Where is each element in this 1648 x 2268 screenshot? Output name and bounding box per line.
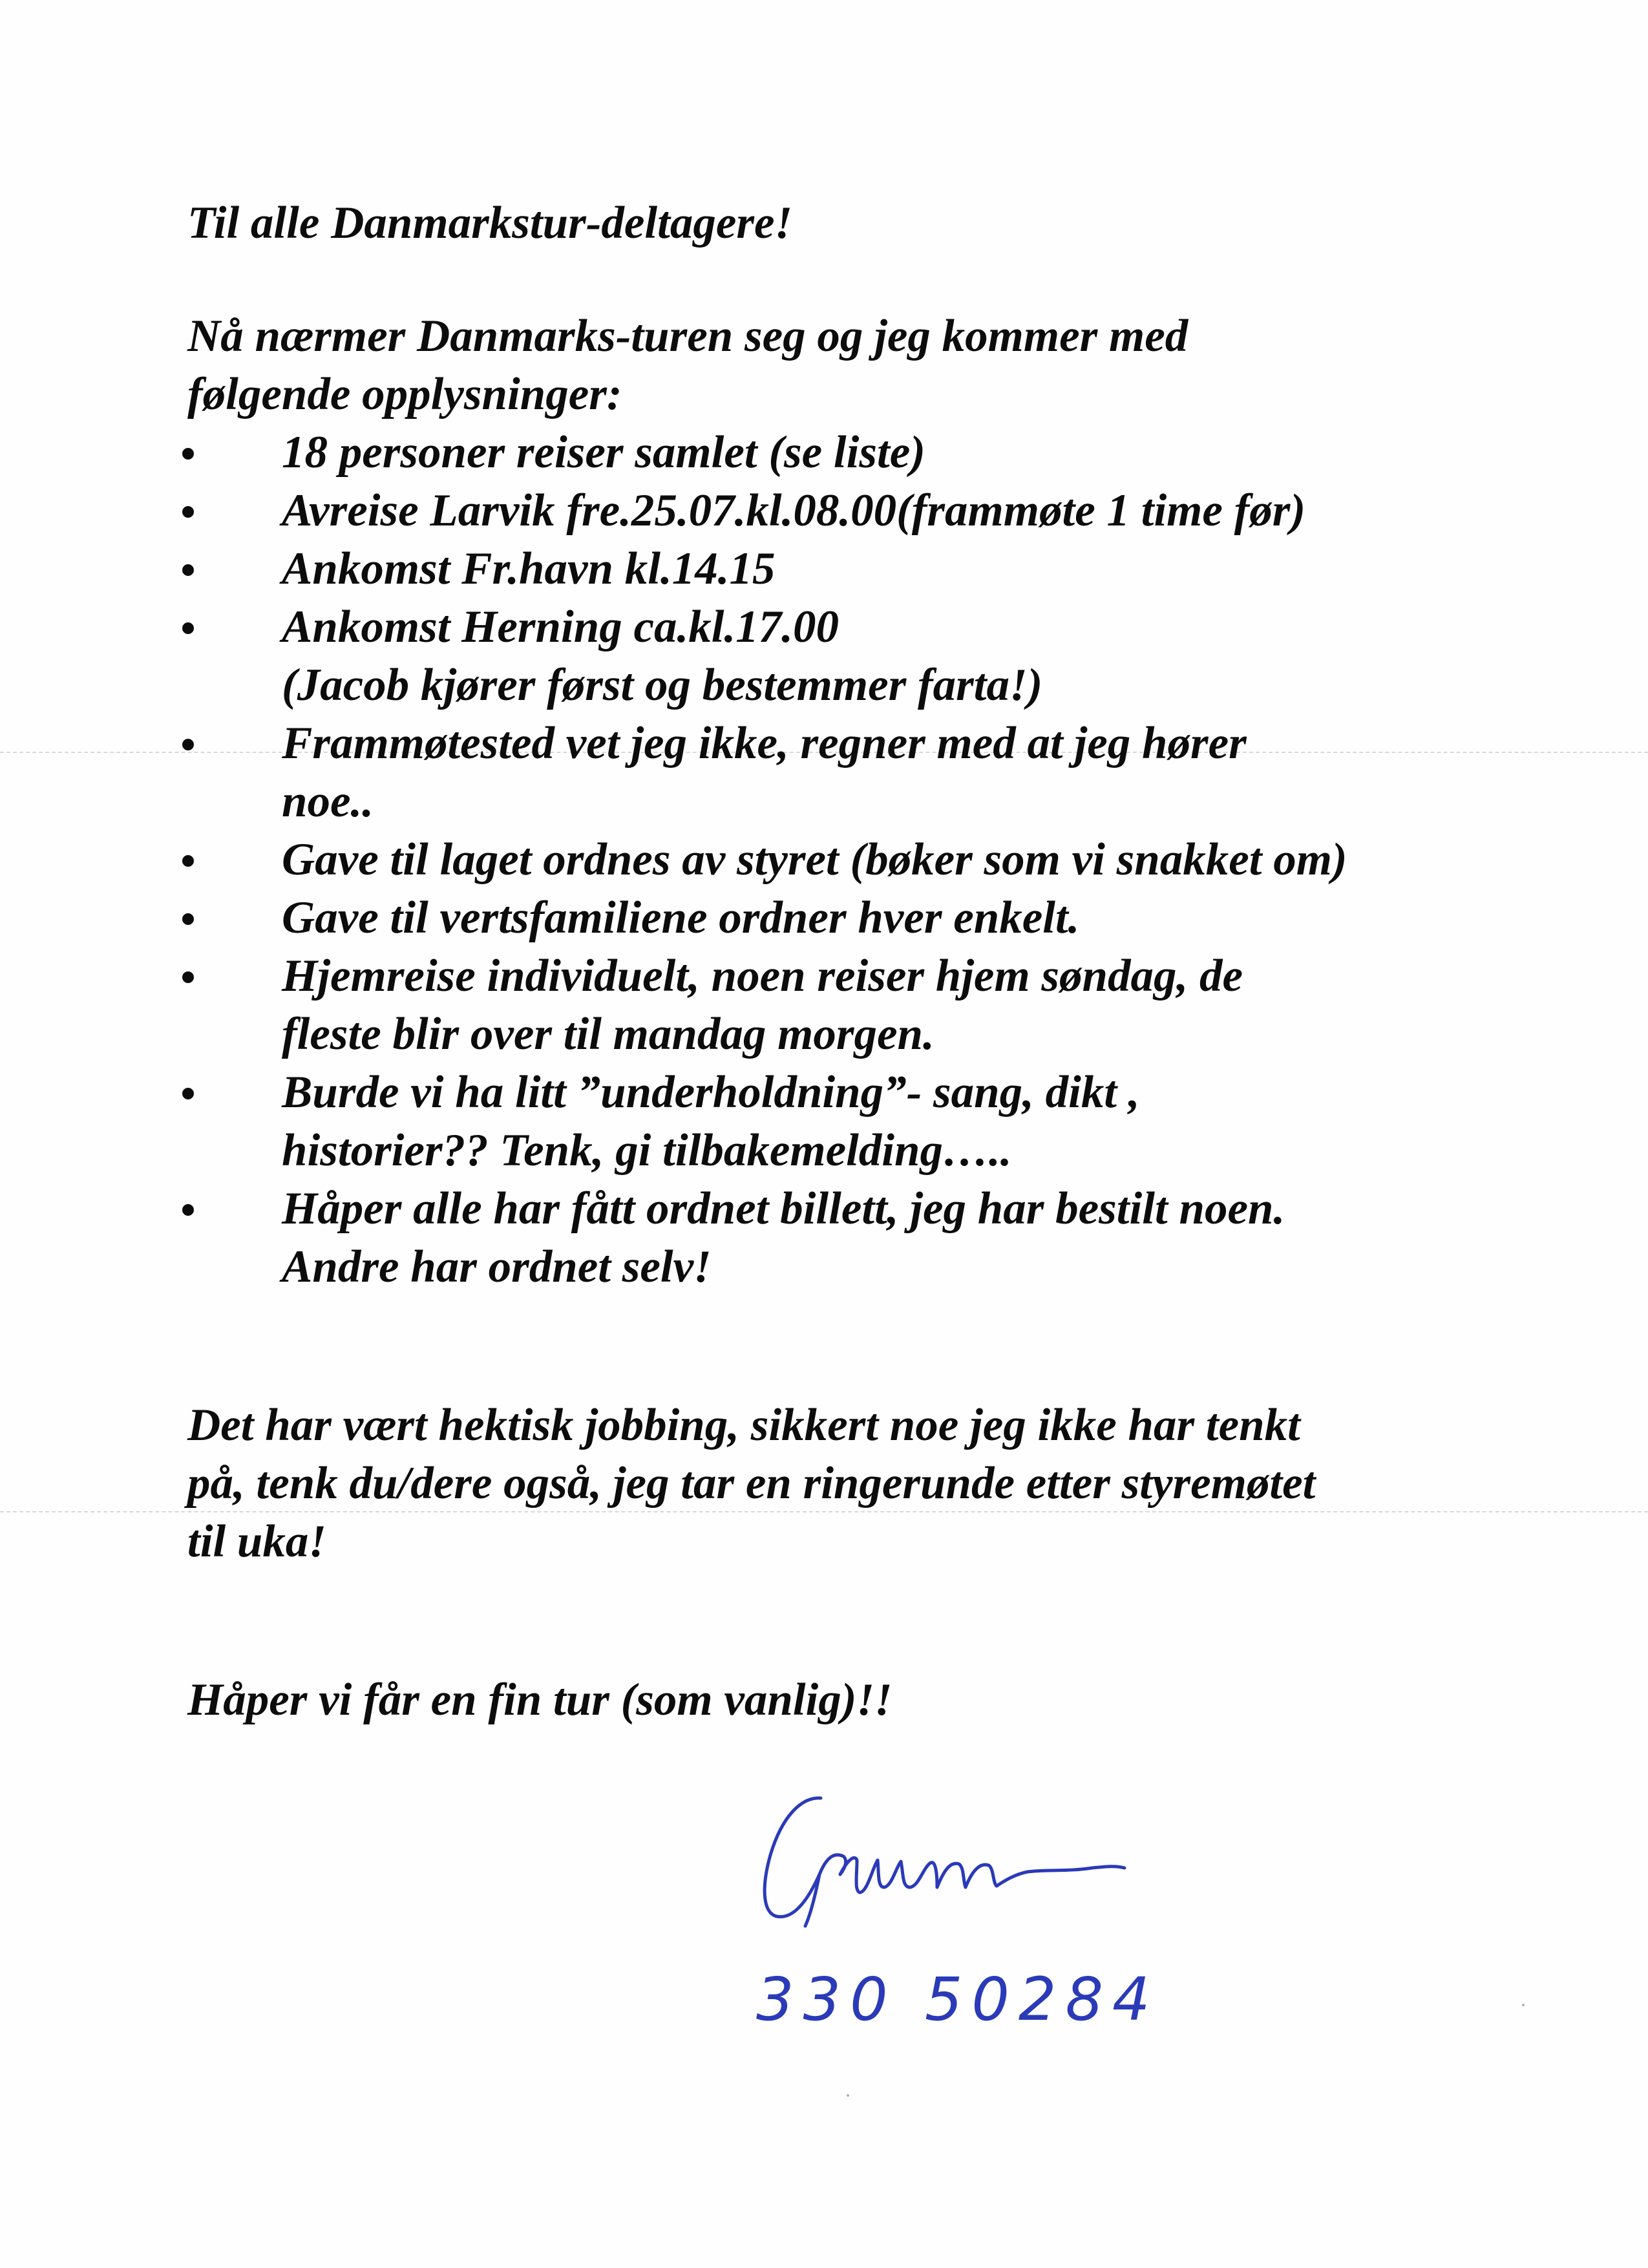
bullet-dot	[182, 1204, 194, 1216]
bullet-dot	[182, 448, 194, 460]
bullet-text-line: Håper alle har fått ordnet billett, jeg har bestilt noen.	[282, 1183, 1285, 1234]
bullet-dot	[182, 506, 194, 518]
bullet-text-line: Ankomst Fr.havn kl.14.15	[282, 544, 776, 594]
greeting: Til alle Danmarkstur-deltagere!	[187, 198, 793, 248]
bullet-text-line: (Jacob kjører først og bestemmer farta!)	[282, 660, 1043, 710]
bullet-text-line: Gave til laget ordnes av styret (bøker som vi snakket om)	[282, 834, 1347, 885]
closing-line-2: på, tenk du/dere også, jeg tar en ringerunde etter styremøtet	[187, 1458, 1316, 1509]
handwritten-phone-number: 330 50284	[756, 1965, 1159, 2034]
handwritten-signature	[743, 1784, 1144, 1952]
bullet-text-line: Ankomst Herning ca.kl.17.00	[282, 602, 839, 652]
bullet-text-line: Gave til vertsfamiliene ordner hver enkelt.	[282, 893, 1080, 943]
bullet-text-line: fleste blir over til mandag morgen.	[282, 1009, 935, 1059]
bullet-text-line: Avreise Larvik fre.25.07.kl.08.00(frammøte 1 time før)	[282, 485, 1306, 536]
bullet-text-line: Burde vi ha litt ”underholdning”- sang, dikt ,	[282, 1067, 1140, 1118]
bullet-dot	[182, 564, 194, 576]
scan-speck	[847, 2094, 849, 2097]
bullet-text-line: 18 personer reiser samlet (se liste)	[282, 427, 925, 478]
closing-wish: Håper vi får en fin tur (som vanlig)!!	[187, 1675, 893, 1725]
bullet-dot	[182, 622, 194, 634]
closing-line-1: Det har vært hektisk jobbing, sikkert noe jeg ikke har tenkt	[187, 1400, 1300, 1450]
bullet-text-line: Andre har ordnet selv!	[282, 1242, 712, 1292]
bullet-dot	[182, 913, 194, 925]
scan-speck	[1522, 2004, 1525, 2006]
bullet-dot	[182, 1088, 194, 1099]
bullet-text-line: historier?? Tenk, gi tilbakemelding…..	[282, 1125, 1012, 1176]
bullet-dot	[182, 855, 194, 867]
bullet-dot	[182, 739, 194, 750]
bullet-text-line: Frammøtested vet jeg ikke, regner med at jeg hører	[282, 718, 1247, 768]
bullet-text-line: Hjemreise individuelt, noen reiser hjem søndag, de	[282, 951, 1243, 1001]
intro-line-2: følgende opplysninger:	[187, 369, 622, 419]
bullet-text-line: noe..	[282, 776, 374, 827]
bullet-dot	[182, 971, 194, 983]
intro-line-1: Nå nærmer Danmarks-turen seg og jeg kommer med	[187, 311, 1188, 361]
closing-line-3: til uka!	[187, 1516, 327, 1567]
